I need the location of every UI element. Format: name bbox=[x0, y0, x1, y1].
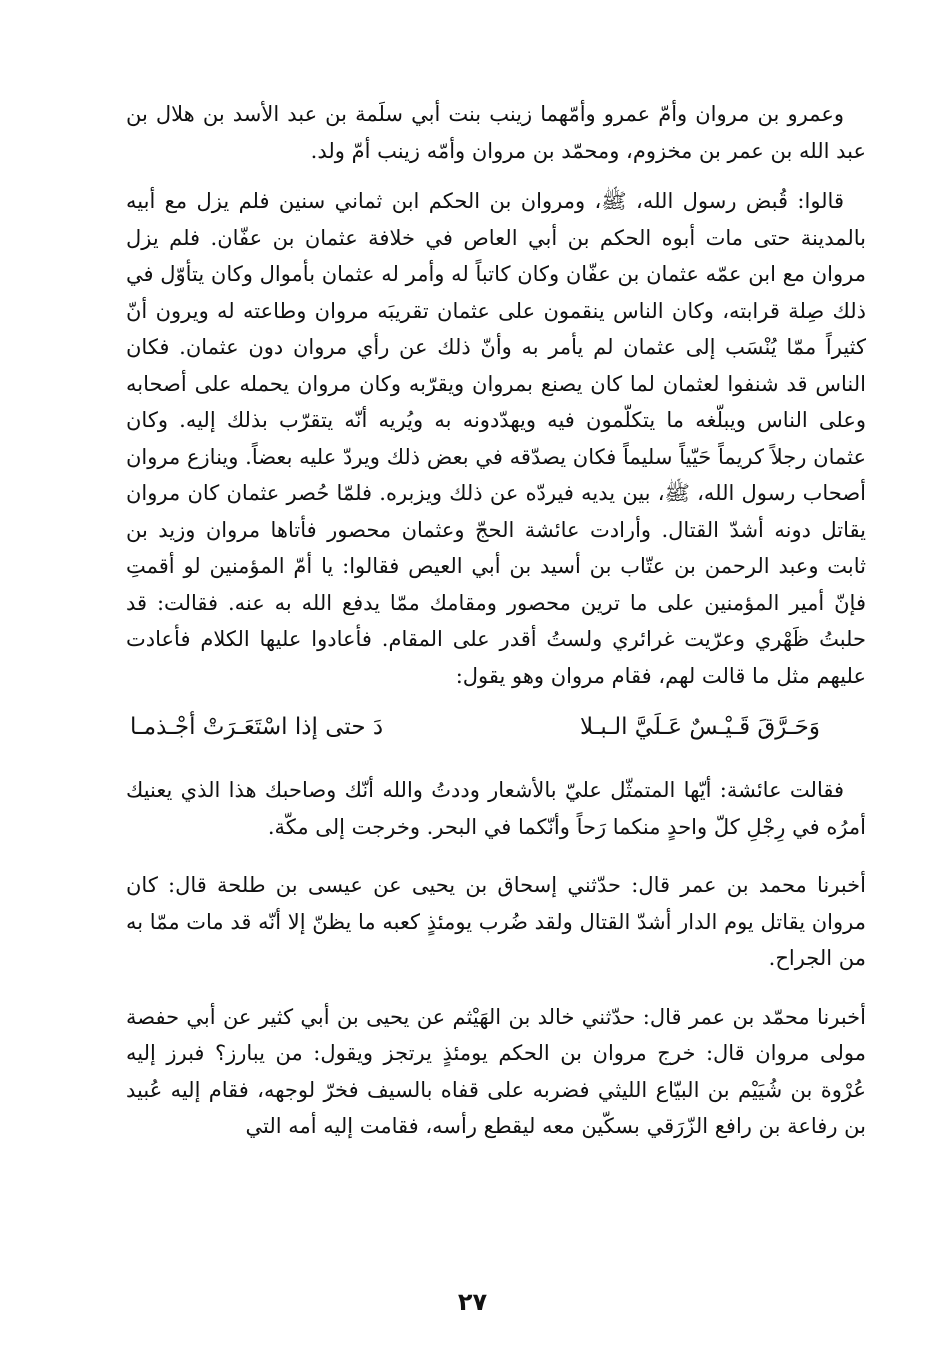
paragraph-report-isaac: أخبرنا محمد بن عمر قال: حدّثني إسحاق بن يحيى عن عيسى بن طلحة قال: كان مروان يقاتل يوم الدار أشدّ القتال ولقد ضُرب يومئذٍ كعبه ما يظنّ إلا أنّه قد مات ممّا به من الجراح. bbox=[126, 873, 866, 970]
paragraph-gap bbox=[126, 991, 866, 999]
page-number: ٢٧ bbox=[457, 1288, 488, 1316]
paragraph-aisha-reply: فقالت عائشة: أيّها المتمثّل عليّ بالأشعار وددتُ والله أنّك وصاحبك هذا الذي يعنيك أمرُه في رِجْلِ كلّ واحدٍ منكما رَحاً وأنّكما في البحر. وخرجت إلى مكّة. bbox=[126, 778, 866, 839]
poetry-verse bbox=[126, 708, 866, 746]
paragraph-gap bbox=[126, 859, 866, 867]
paragraph-report-khalid: أخبرنا محمّد بن عمر قال: حدّثني خالد بن الهَيْثم عن يحيى بن أبي كثير عن أبي حفصة مولى مروان قال: خرج مروان بن الحكم يومئذٍ يرتجز ويقول: من يبارز؟ فبرز إليه عُرْوة بن شُيَيْم بن البيّاع الليثي فضربه على قفاه بالسيف فخرّ لوجهه، فقام إليه عُبيد بن رفاعة بن رافع الزّرَقي بسكّين معه ليقطع رأسه، فقامت إليه أمه التي bbox=[126, 1004, 866, 1138]
paragraph-lineage: وعمرو بن مروان وأمّ عمرو وأمّهما زينب بنت أبي سلَمة بن عبد الأسد بن هلال بن عبد الله بن عمر بن مخزوم، ومحمّد بن مروان وأمّه زينب أمّ ولد. bbox=[126, 102, 866, 163]
verse-left-hemistich: دَ حتى إذا اسْتَعَـرَتْ أجْـذمـا bbox=[130, 714, 384, 740]
verse-right-hemistich: وَحَـرَّقَ قَـيْـسٌ عَـلَيَّ الـبـلا bbox=[579, 714, 820, 740]
paragraph-biography: قالوا: قُبض رسول الله، ﷺ، ومروان بن الحكم ابن ثماني سنين فلم يزل مع أبيه بالمدينة حتى مات أبوه الحكم بن أبي العاص في خلافة عثمان بن عفّان. فلم يزل مروان مع ابن عمّه عثمان بن عفّان وكان كاتباً له وأمر له عثمان بأموال وكان يتأوّل في ذلك صِلة قرابته، وكان الناس ينقمون على عثمان تقريبَه مروان وطاعته له ويرون أنّ كثيراً ممّا يُنْسَب إلى عثمان لم يأمر به وأنّ ذلك عن رأي مروان دون عثمان. فكان الناس قد شنفوا لعثمان لما كان يصنع بمروان ويقرّبه وكان مروان يحمله على أصحابه وعلى الناس ويبلّغه ما يتكلّمون فيه ويهدّدونه به ويُريه أنّه يتقرّب بذلك إليه. وكان عثمان رجلاً كريماً حَيّياً سليماً فكان يصدّقه في بعض ذلك ويردّ عليه بعضاً. وينازع مروان أصحاب رسول الله، ﷺ، بين يديه فيردّه عن ذلك ويزبره. فلمّا حُصر عثمان كان مروان يقاتل دونه أشدّ القتال. وأرادت عائشة الحجّ وعثمان محصور فأتاها مروان وزيد بن ثابت وعبد الرحمن بن عتّاب بن أسيد بن أبي العيص فقالوا: يا أمّ المؤمنين لو أقمتِ فإنّ أمير المؤمنين على ما ترين محصور ومقامك ممّا يدفع الله به عنه. فقالت: قد حلبتُ ظَهْري وعرّيت غرائري ولستُ أقدر على المقام. فأعادوا عليها الكلام فأعادت عليهم مثل ما قالت لهم، فقام مروان وهو يقول: bbox=[126, 189, 867, 688]
page-body bbox=[126, 96, 866, 1159]
